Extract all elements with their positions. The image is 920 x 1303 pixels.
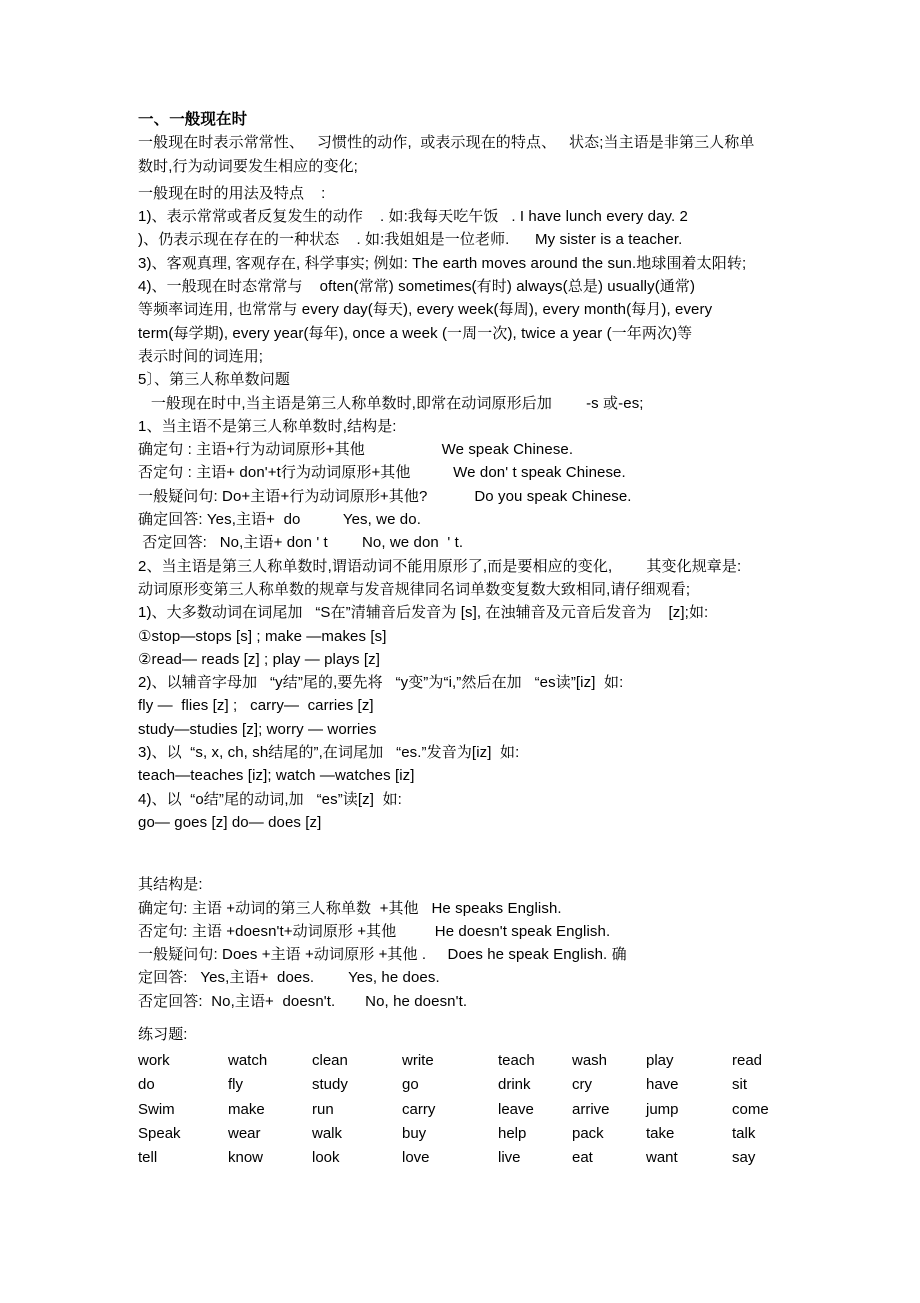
- text-line: term(每学期), every year(每年), once a week (一周一次), twice a year (一年两次)等: [138, 324, 693, 342]
- word-cell: drink: [498, 1076, 531, 1094]
- third-person-heading: [138, 368, 792, 415]
- text-line: teach—teaches [iz]; watch —watches [iz]: [138, 767, 415, 785]
- word-cell: wash: [572, 1052, 608, 1070]
- text-line: 2)、以辅音字母加 “y结”尾的,要先将 “y变”为“i,”然后在加 “es读”[iz] 如:: [138, 674, 624, 692]
- word-cell: run: [312, 1100, 334, 1118]
- third-person-heading-line: 5〕、第三人称单数问题: [138, 371, 290, 389]
- exercises-label: [138, 1023, 792, 1046]
- text-line: 其结构是:: [138, 876, 203, 894]
- usage-points: [138, 205, 792, 368]
- text-line: 一般疑问句: Do+主语+行为动词原形+其他? Do you speak Chinese.: [138, 487, 632, 505]
- text-line: 确定回答: Yes,主语+ do Yes, we do.: [138, 511, 421, 529]
- text-line: 一般疑问句: Does +主语 +动词原形 +其他 . Does he speak English. 确: [138, 946, 627, 964]
- third-person-structure: [138, 873, 792, 1013]
- text-line: 否定句: 主语 +doesn't+动词原形 +其他 He doesn't speak English.: [138, 922, 611, 940]
- text-line: 3)、以 “s, x, ch, sh结尾的”,在词尾加 “es.”发音为[iz] 如:: [138, 744, 520, 762]
- word-cell: teach: [498, 1052, 535, 1070]
- exercises-label-line: 练习题:: [138, 1025, 188, 1043]
- word-cell: talk: [732, 1124, 756, 1142]
- word-cell: watch: [228, 1052, 268, 1070]
- text-line: 一般现在时表示常常性、 习惯性的动作, 或表示现在的特点、 状态;当主语是非第三人称单: [138, 134, 755, 152]
- non-third-person-structure: [138, 415, 792, 555]
- word-cell: write: [402, 1052, 434, 1070]
- third-person-change-rules: [138, 555, 792, 835]
- word-cell: want: [646, 1149, 678, 1167]
- word-cell: carry: [402, 1100, 436, 1118]
- third-person-note-line: 一般现在时中,当主语是第三人称单数时,即常在动词原形后加 -s 或-es;: [138, 394, 644, 412]
- word-cell: love: [402, 1149, 430, 1167]
- word-cell: eat: [572, 1149, 593, 1167]
- text-line: 数时,行为动词要发生相应的变化;: [138, 157, 358, 175]
- word-cell: clean: [312, 1052, 348, 1070]
- word-row: [138, 1049, 792, 1073]
- intro-paragraph: [138, 131, 792, 178]
- text-line: 等频率词连用, 也常常与 every day(每天), every week(每周), every month(每月), every: [138, 301, 713, 319]
- word-row: [138, 1146, 792, 1170]
- word-cell: sit: [732, 1076, 747, 1094]
- text-line: )、仍表示现在存在的一种状态 . 如:我姐姐是一位老师. My sister is a teacher.: [138, 231, 683, 249]
- text-line: 否定句 : 主语+ don'+t行为动词原形+其他 We don' t speak Chinese.: [138, 464, 626, 482]
- word-cell: leave: [498, 1100, 534, 1118]
- word-cell: know: [228, 1149, 264, 1167]
- text-line: 确定句: 主语 +动词的第三人称单数 +其他 He speaks English.: [138, 899, 562, 917]
- word-cell: read: [732, 1052, 763, 1070]
- text-line: ②read— reads [z] ; play — plays [z]: [138, 650, 381, 668]
- word-cell: Speak: [138, 1124, 181, 1142]
- word-cell: look: [312, 1149, 340, 1167]
- text-line: study—studies [z]; worry — worries: [138, 720, 377, 738]
- word-cell: come: [732, 1100, 769, 1118]
- text-line: go— goes [z] do— does [z]: [138, 813, 322, 831]
- text-line: 4)、一般现在时态常常与 often(常常) sometimes(有时) always(总是) usually(通常): [138, 278, 696, 296]
- text-line: fly — flies [z] ; carry— carries [z]: [138, 697, 374, 715]
- text-line: 否定回答: No,主语+ doesn't. No, he doesn't.: [138, 992, 468, 1010]
- text-line: 确定句 : 主语+行为动词原形+其他 We speak Chinese.: [138, 441, 574, 459]
- word-cell: live: [498, 1149, 521, 1167]
- word-cell: work: [138, 1052, 170, 1070]
- word-cell: play: [646, 1052, 674, 1070]
- word-cell: arrive: [572, 1100, 610, 1118]
- word-cell: pack: [572, 1124, 604, 1142]
- text-line: 1)、大多数动词在词尾加 “S在”清辅音后发音为 [s], 在浊辅音及元音后发音为 [z];如:: [138, 604, 709, 622]
- usage-heading-line: 一般现在时的用法及特点 :: [138, 184, 326, 202]
- word-cell: take: [646, 1124, 675, 1142]
- word-cell: cry: [572, 1076, 592, 1094]
- text-line: 3)、客观真理, 客观存在, 科学事实; 例如: The earth moves around the sun.地球围着太阳转;: [138, 254, 747, 272]
- text-line: 定回答: Yes,主语+ does. Yes, he does.: [138, 969, 440, 987]
- text-line: 动词原形变第三人称单数的规章与发音规律同名词单数变复数大致相同,请仔细观看;: [138, 580, 691, 598]
- word-cell: wear: [228, 1124, 261, 1142]
- text-line: 否定回答: No,主语+ don ' t No, we don ' t.: [138, 534, 464, 552]
- word-row: [138, 1098, 792, 1122]
- word-cell: fly: [228, 1076, 243, 1094]
- document-title: 一、一般现在时: [138, 111, 248, 128]
- word-cell: walk: [312, 1124, 343, 1142]
- text-line: 表示时间的词连用;: [138, 347, 264, 365]
- text-line: 1)、表示常常或者反复发生的动作 . 如:我每天吃午饭 . I have lunch every day. 2: [138, 208, 689, 226]
- word-cell: have: [646, 1076, 679, 1094]
- text-line: 4)、以 “o结”尾的动词,加 “es”读[z] 如:: [138, 790, 402, 808]
- word-cell: Swim: [138, 1100, 175, 1118]
- text-line: ①stop—stops [s] ; make —makes [s]: [138, 627, 387, 645]
- word-cell: go: [402, 1076, 419, 1094]
- word-cell: help: [498, 1124, 527, 1142]
- word-cell: study: [312, 1076, 348, 1094]
- word-cell: do: [138, 1076, 155, 1094]
- text-line: 1、当主语不是第三人称单数时,结构是:: [138, 417, 397, 435]
- word-cell: jump: [646, 1100, 679, 1118]
- word-cell: buy: [402, 1124, 427, 1142]
- usage-heading: [138, 182, 792, 205]
- word-cell: make: [228, 1100, 265, 1118]
- text-line: 2、当主语是第三人称单数时,谓语动词不能用原形了,而是要相应的变化, 其变化规章是:: [138, 557, 742, 575]
- practice-word-table: [138, 1049, 792, 1170]
- word-row: [138, 1073, 792, 1097]
- word-cell: tell: [138, 1149, 158, 1167]
- word-row: [138, 1122, 792, 1146]
- word-cell: say: [732, 1149, 756, 1167]
